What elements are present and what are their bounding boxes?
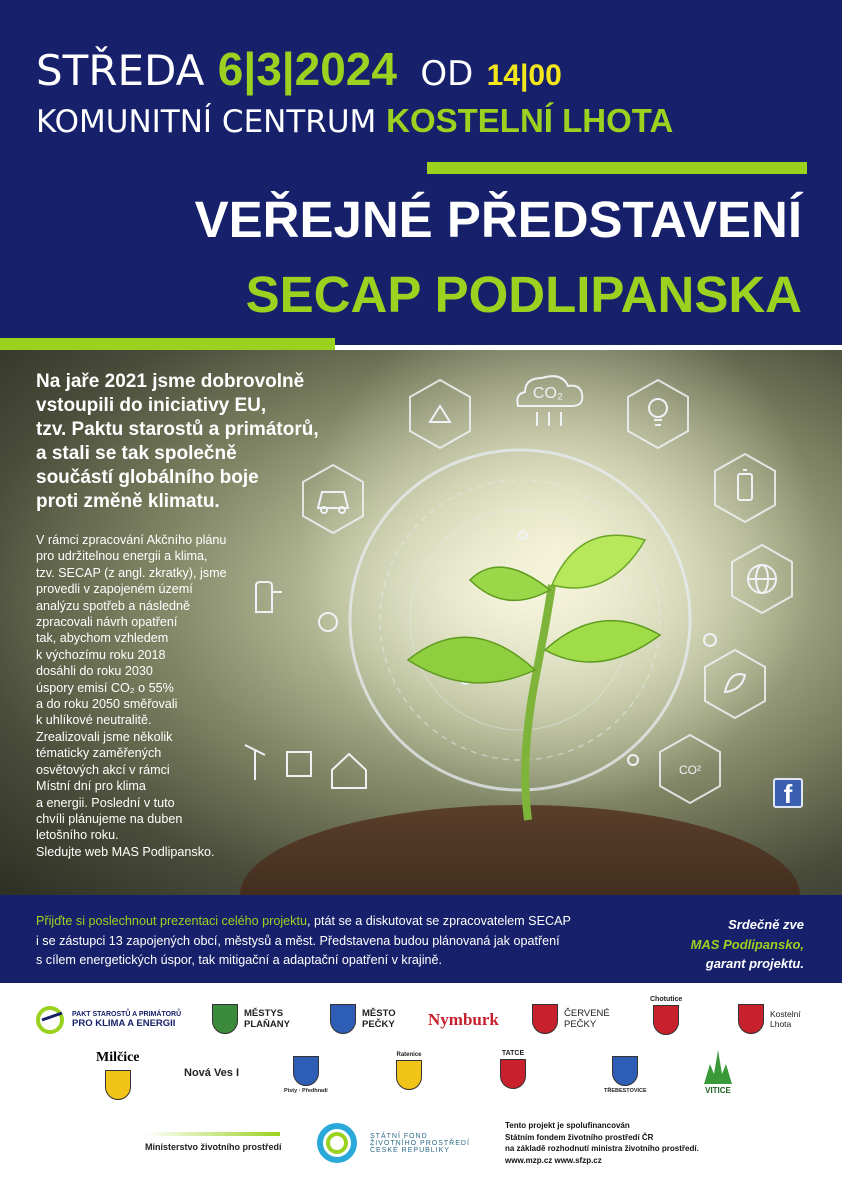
body-line: osvětových akcí v rámci [36,762,170,777]
logo-trebestovice [604,1056,647,1094]
logo-pakt-starostu [36,1005,181,1035]
body-line: tzv. SECAP (z angl. zkratky), jsme [36,565,227,580]
logo-nymburk [428,1010,499,1030]
venue-name: KOSTELNÍ LHOTA [386,102,674,139]
kostelni-lhota-coat-of-arms-icon [738,1004,764,1034]
event-from-label: OD [420,54,474,94]
signoff-line-3: garant projektu. [705,956,804,971]
planany-line-2: PLAŇANY [244,1019,290,1030]
body-line: Zrealizovali jsme několik [36,729,173,744]
logo-pecky [330,1004,396,1034]
body-text [36,532,251,860]
co2-hex-label: CO² [679,763,701,777]
body-line: a energii. Poslední v tuto [36,795,175,810]
trebestovice-label: TŘEBESTOVICE [604,1088,647,1094]
vitice-emblem-icon [700,1046,736,1086]
ministerstvo-bar [145,1132,280,1136]
invite-line-2: i se zástupci 13 zapojených obcí, městysů a měst. Představena budou plánovaná jak opatření [36,933,560,948]
funding-websites[interactable]: www.mzp.cz www.sfzp.cz [505,1155,602,1165]
body-line: úspory emisí CO₂ o 55% [36,680,174,695]
funding-notice [505,1120,735,1166]
intro-line: součástí globálního boje [36,467,259,488]
planany-line-1: MĚSTYS [244,1008,284,1019]
logo-planany [212,1004,290,1034]
body-line: provedli v zapojeném území [36,582,193,597]
pakt-line-1: PAKT STAROSTŮ A PRIMÁTORŮ [72,1011,182,1018]
venue-prefix: KOMUNITNÍ CENTRUM [36,104,377,140]
invite-line-1-rest: , ptát se a diskutovat se zpracovatelem SECAP [306,914,571,928]
milcice-label: Milčice [96,1050,140,1065]
intro-text [36,370,366,514]
facebook-link-icon[interactable]: f [773,778,803,808]
pecky-line-1: MĚSTO [362,1008,396,1019]
body-line: pro udržitelnou energii a klima, [36,549,208,564]
pisty-label: Písty · Předhradí [284,1088,328,1094]
pakt-line-2: PRO KLIMA A ENERGII [72,1018,176,1029]
page-title-line2: SECAP PODLIPANSKA [245,266,802,323]
nymburk-wordmark: Nymburk [428,1010,499,1029]
ratenice-label: Ratenice [396,1052,422,1058]
logo-ministerstvo [145,1132,282,1153]
nova-ves-label: Nová Ves I [184,1067,240,1079]
logo-milcice [96,1050,140,1100]
invite-text [36,912,636,971]
sfzp-line-1: STÁTNÍ FOND [370,1132,428,1140]
pecky-coat-of-arms-icon [330,1004,356,1034]
tatce-coat-of-arms-icon [500,1059,526,1089]
cervene-pecky-coat-of-arms-icon [532,1004,558,1034]
body-line: V rámci zpracování Akčního plánu [36,533,227,547]
body-line: letošního roku. [36,828,119,843]
event-date [36,42,562,96]
body-line: Sledujte web MAS Podlipansko. [36,844,215,859]
body-line: analýzu spotřeb a následně [36,598,191,613]
event-time: 14|00 [486,59,562,92]
signoff-line-1: Srdečně zve [728,917,804,932]
sfzp-line-2: ŽIVOTNÍHO PROSTŘEDÍ [370,1139,470,1147]
signoff-organizer: MAS Podlipansko, [690,936,804,952]
body-line: Místní dní pro klima [36,779,146,794]
funding-line: na základě rozhodnutí ministra životního prostředí. [505,1144,699,1153]
signoff [604,915,804,974]
logo-sfzp [316,1122,470,1164]
cervene-line-2: PEČKY [564,1019,597,1030]
sfzp-emblem-icon [316,1122,358,1164]
body-line: a do roku 2050 směřovali [36,697,178,712]
page-title-line1: VEŘEJNÉ PŘEDSTAVENÍ [194,191,802,248]
trebestovice-coat-of-arms-icon [612,1056,638,1086]
logo-nova-ves [184,1068,239,1079]
logo-ratenice [396,1052,422,1090]
body-line: chvíli plánujeme na duben [36,811,183,826]
vitice-label: VITICE [705,1086,731,1095]
event-day: STŘEDA [36,46,205,95]
co2-cloud-label: CO₂ [532,385,564,402]
invite-highlight: Přijďte si poslechnout prezentaci celého projektu [36,914,307,928]
body-line: tématicky zaměřených [36,746,162,761]
kostelni-line-2: Lhota [770,1019,792,1029]
chotutice-label: Chotutice [650,996,683,1003]
accent-bar-top [427,162,807,174]
body-line: tak, abychom vzhledem [36,631,169,646]
event-venue [36,102,673,140]
tatce-label: TATCE [501,1050,525,1057]
pakt-emblem-icon [36,1005,68,1035]
logo-tatce [500,1050,526,1089]
cervene-line-1: ČERVENÉ [564,1008,610,1019]
soil-mound [240,805,800,895]
kostelni-line-1: Kostelní [770,1009,801,1019]
ministerstvo-label: Ministerstvo životního prostředí [145,1142,282,1152]
funding-line: Státním fondem životního prostředí ČR [505,1132,654,1142]
logo-pisty [284,1056,328,1094]
body-line: k uhlíkové neutralitě. [36,713,152,728]
intro-line: vstoupili do iniciativy EU, [36,395,267,416]
logo-cervene-pecky [532,1004,610,1034]
intro-line: Na jaře 2021 jsme dobrovolně [36,371,305,392]
accent-bar-bottom [0,338,335,350]
body-line: dosáhli do roku 2030 [36,664,153,679]
pecky-line-2: PEČKY [362,1019,395,1030]
intro-line: a stali se tak společně [36,443,237,464]
chotutice-coat-of-arms-icon [653,1005,679,1035]
logo-kostelni-lhota [738,1004,801,1034]
intro-line: tzv. Paktu starostů a primátorů, [36,419,319,440]
sfzp-line-3: ČESKÉ REPUBLIKY [370,1146,450,1154]
milcice-coat-of-arms-icon [105,1070,131,1100]
invite-line-3: s cílem energetických úspor, tak mitigační a adaptační opatření v krajině. [36,953,443,967]
ratenice-coat-of-arms-icon [396,1060,422,1090]
body-line: k výchozímu roku 2018 [36,647,166,662]
logo-vitice [700,1046,736,1095]
event-date-value: 6|3|2024 [217,43,397,95]
invite-line-1 [36,912,636,932]
logo-chotutice [650,996,682,1035]
planany-coat-of-arms-icon [212,1004,238,1034]
intro-line: proti změně klimatu. [36,491,220,512]
body-line: zpracovali návrh opatření [36,615,178,630]
pisty-coat-of-arms-icon [293,1056,319,1086]
funding-line: Tento projekt je spolufinancován [505,1121,630,1130]
